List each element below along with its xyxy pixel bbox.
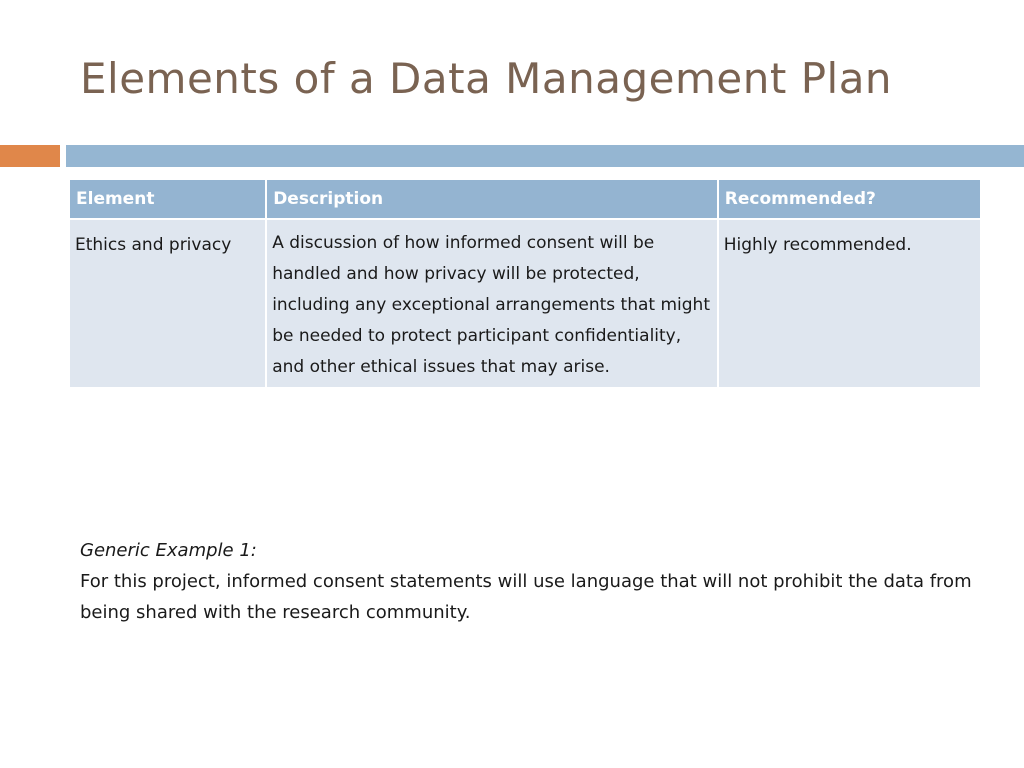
accent-bar-blue	[66, 145, 1024, 167]
dmp-elements-table	[68, 178, 982, 389]
example-text: For this project, informed consent statements will use language that will not prohibit the data from being shared with the research community.	[80, 571, 972, 623]
header-description: Description	[266, 179, 718, 219]
header-recommended: Recommended?	[718, 179, 981, 219]
cell-recommended: Highly recommended.	[718, 219, 981, 388]
header-element: Element	[69, 179, 266, 219]
table-header-row	[69, 179, 981, 219]
accent-bar-orange	[0, 145, 60, 167]
example-label: Generic Example 1:	[80, 540, 257, 561]
example-block	[80, 535, 980, 628]
table-row	[69, 219, 981, 388]
cell-description: A discussion of how informed consent will be handled and how privacy will be protected, including any exceptional arrangements that might be needed to protect participant confidentiality, and other ethical issues that may arise.	[266, 219, 718, 388]
cell-element: Ethics and privacy	[69, 219, 266, 388]
slide-title: Elements of a Data Management Plan	[80, 54, 893, 103]
